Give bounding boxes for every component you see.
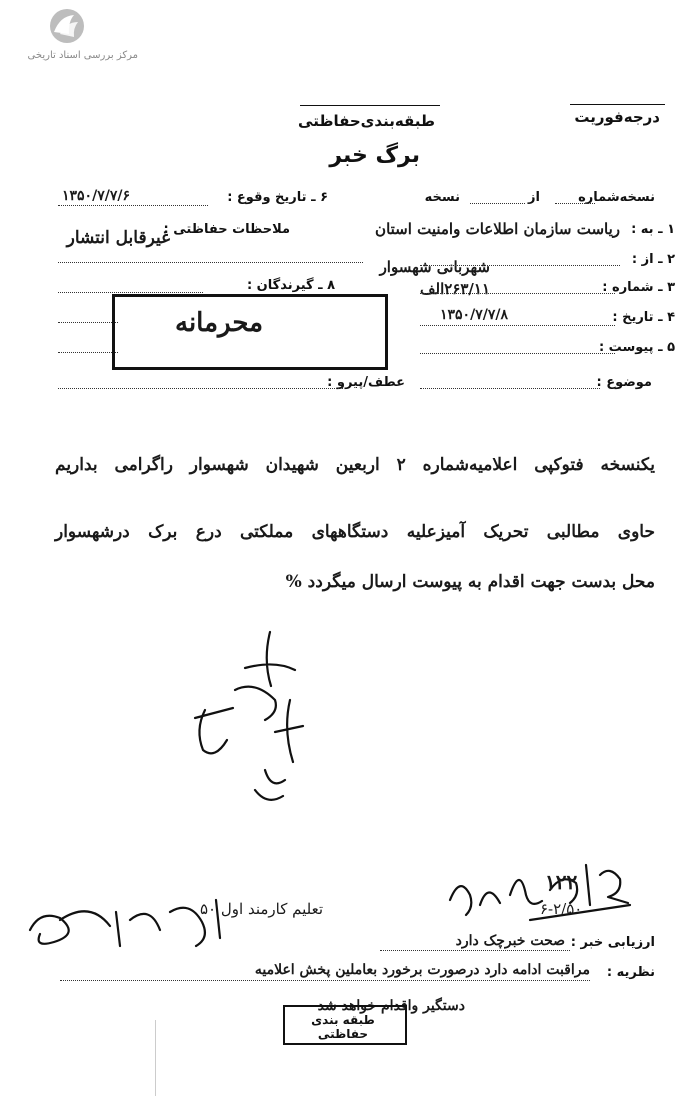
to-label: ۱ ـ به : <box>631 222 675 237</box>
event-date-dots <box>58 205 208 206</box>
handwritten-margin-note <box>175 620 335 820</box>
opinion-value-2: دستگیر واقدام خواهد شد <box>317 998 465 1014</box>
copy-label: نسخه <box>424 190 460 205</box>
event-date-value: ۱۳۵۰/۷/۷/۶ <box>62 188 130 204</box>
from-copy-label: از <box>528 190 540 205</box>
subject-label: موضوع : <box>596 375 652 390</box>
from-copy-dots <box>470 203 525 204</box>
evaluation-value: صحت خبرچک دارد <box>455 933 565 949</box>
opinion-dots <box>60 980 590 981</box>
to-value: ریاست سازمان اطلاعات وامنیت استان <box>375 220 620 238</box>
left-dots-1 <box>58 262 363 263</box>
event-date-label: ۶ ـ تاریخ وقوع : <box>227 190 328 205</box>
security-remarks-label: ملاحظات حفاظتی : <box>163 222 290 237</box>
security-remarks-value: غیرقابل انتشار <box>66 228 170 248</box>
evaluation-dots <box>380 950 570 951</box>
body-line-3: محل بدست جهت اقدام به پیوست ارسال میگردد % <box>285 572 655 592</box>
copy-number-label: نسخه‌شماره <box>578 190 655 205</box>
reference-dots <box>58 388 343 389</box>
from-label: ۲ ـ از : <box>631 252 675 267</box>
archive-center-logo <box>38 6 96 50</box>
recipients-dots <box>58 292 203 293</box>
number-dots <box>420 293 615 294</box>
bottom-classification-text: طبقه بندی حفاظتی <box>311 1013 375 1041</box>
urgency-underline <box>570 104 665 105</box>
date-label: ۴ ـ تاریخ : <box>612 310 675 325</box>
classification-label: طبقه‌بندی‌حفاظتی <box>298 112 435 130</box>
date-dots <box>420 325 615 326</box>
from-value: شهربانی شهسوار <box>379 258 490 276</box>
opinion-value: مراقبت ادامه دارد درصورت برخورد بعاملین پخش اعلامیه <box>254 962 590 978</box>
number-value: ۲۶۳/۱۱الف <box>419 280 490 298</box>
body-line-2: حاوی مطالبی تحریک آمیزعلیه دستگاههای مملکتی درع برک درشهسوار <box>55 522 655 542</box>
handwritten-number-note <box>430 845 640 935</box>
body-line-1: یکنسخه فتوکپی اعلامیه‌شماره ۲ اربعین شهیدان شهسوار راگرامی بداریم <box>55 455 655 475</box>
form-title: برگ خبر <box>329 143 420 168</box>
attachment-dots <box>420 353 615 354</box>
handwritten-bottom-left-text: تعلیم کارمند اول ۵۰ <box>200 900 324 918</box>
fold-line <box>155 1020 156 1096</box>
evaluation-label: ارزیابی خبر : <box>570 935 655 950</box>
number-label: ۳ ـ شماره : <box>602 280 675 295</box>
recipients-label: ۸ ـ گیرندگان : <box>246 278 335 293</box>
reference-label: عطف/پیرو : <box>327 375 405 390</box>
confidential-stamp-text: محرمانه <box>175 308 264 338</box>
handwritten-margin-text <box>200 690 205 691</box>
opinion-label: نظریه : <box>606 965 655 980</box>
urgency-label: درجه‌فوریت <box>574 108 660 126</box>
left-dots-2 <box>58 322 118 323</box>
subject-dots <box>420 388 600 389</box>
archive-center-caption: مرکز بررسی اسناد تاریخی <box>27 50 138 61</box>
from-dots <box>420 265 620 266</box>
handwritten-number-text: ۱۲۲ <box>545 870 578 894</box>
date-value: ۱۳۵۰/۷/۷/۸ <box>440 307 508 323</box>
classification-underline <box>300 105 440 106</box>
handwritten-date-text: ۶-۲/۵۰ <box>540 900 583 918</box>
copy-number-dots <box>555 203 595 204</box>
attachment-label: ۵ ـ پیوست : <box>598 340 675 355</box>
left-dots-3 <box>58 352 118 353</box>
